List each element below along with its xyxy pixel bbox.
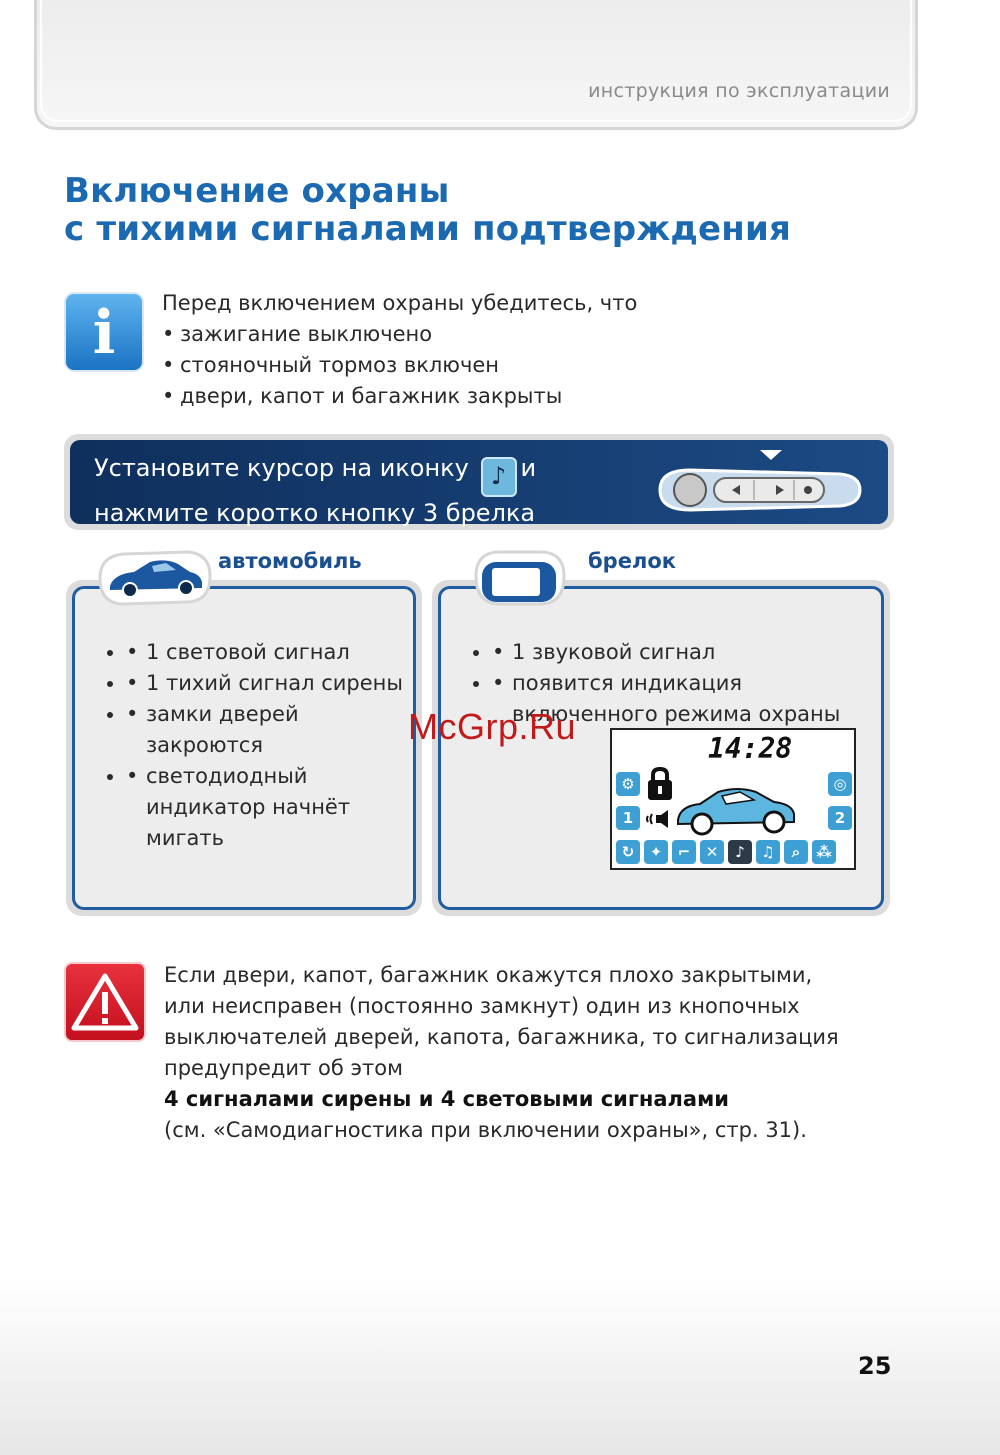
info-item: • стояночный тормоз включен (162, 350, 637, 381)
lcd-refresh-icon: ↻ (616, 840, 640, 864)
warning-line: Если двери, капот, багажник окажутся плохо закрытыми, (164, 963, 813, 987)
warning-line: предупредит об этом (164, 1056, 403, 1080)
lcd-service-icon: ✦ (644, 840, 668, 864)
header-bar-inner (40, 0, 912, 122)
lcd-status-icon: ⚙ (616, 772, 640, 796)
lcd-double-note-icon: ♫ (756, 840, 780, 864)
warning-bold: 4 сигналами сирены и 4 световыми сигналами (164, 1087, 729, 1111)
info-icon: i (64, 292, 144, 372)
header-text: инструкция по эксплуатации (588, 80, 890, 102)
list-item: • • светодиодный индикатор начнёт мигать (126, 761, 406, 854)
warning-block (164, 960, 839, 1146)
key-fob-icon (650, 462, 866, 518)
title-line-1: Включение охраны (64, 171, 450, 211)
lcd-gun-icon: ⌐ (672, 840, 696, 864)
warning-triangle-icon (64, 962, 146, 1042)
speaker-icon (644, 806, 672, 832)
banner-line-1-end: и (520, 454, 537, 482)
car-panel-label: автомобиль (218, 549, 362, 573)
pointer-icon (760, 450, 782, 460)
info-block (162, 288, 637, 412)
banner-text (94, 452, 536, 529)
lcd-time: 14:28 (708, 732, 793, 765)
fob-lcd-display (610, 728, 856, 870)
warning-line: выключателей дверей, капота, багажника, то сигнализация (164, 1025, 839, 1049)
lock-icon (644, 766, 676, 802)
list-item: • • замки дверей закроются (126, 699, 406, 761)
banner-line-2: нажмите коротко кнопку 3 брелка (94, 499, 536, 527)
lcd-number-right: 2 (828, 806, 852, 830)
car-list (86, 616, 406, 875)
list-item: • • 1 тихий сигнал сирены (126, 668, 406, 699)
watermark: McGrp.Ru (408, 706, 577, 747)
page-title (64, 172, 791, 248)
info-intro: Перед включением охраны убедитесь, что (162, 291, 638, 315)
info-item: • двери, капот и багажник закрыты (162, 381, 637, 412)
list-item: • • 1 световой сигнал (126, 637, 406, 668)
list-item: • • 1 звуковой сигнал (492, 637, 872, 668)
lcd-note-icon: ♪ (728, 840, 752, 864)
lcd-cross-icon: ✕ (700, 840, 724, 864)
lcd-icon-row (616, 840, 836, 864)
banner-line-1: Установите курсор на иконку (94, 454, 469, 482)
lcd-status-icon: ◎ (828, 772, 852, 796)
lcd-number-left: 1 (616, 806, 640, 830)
car-icon (94, 546, 214, 608)
music-note-icon: ♪ (481, 457, 517, 497)
warning-line: или неисправен (постоянно замкнут) один из кнопочных (164, 994, 800, 1018)
fob-panel-label: брелок (588, 549, 676, 573)
page-number: 25 (858, 1352, 892, 1380)
title-line-2: с тихими сигналами подтверждения (64, 209, 792, 249)
list-item: • • появится индикация включенного режима охраны (492, 668, 872, 730)
info-item: • зажигание выключено (162, 319, 637, 350)
remote-fob-icon (470, 546, 570, 610)
warning-reference: (см. «Самодиагностика при включении охраны», стр. 31). (164, 1118, 807, 1142)
lcd-search-icon: ⌕ (784, 840, 808, 864)
lcd-shock-icon: ⁂ (812, 840, 836, 864)
car-lcd-icon (674, 780, 800, 838)
